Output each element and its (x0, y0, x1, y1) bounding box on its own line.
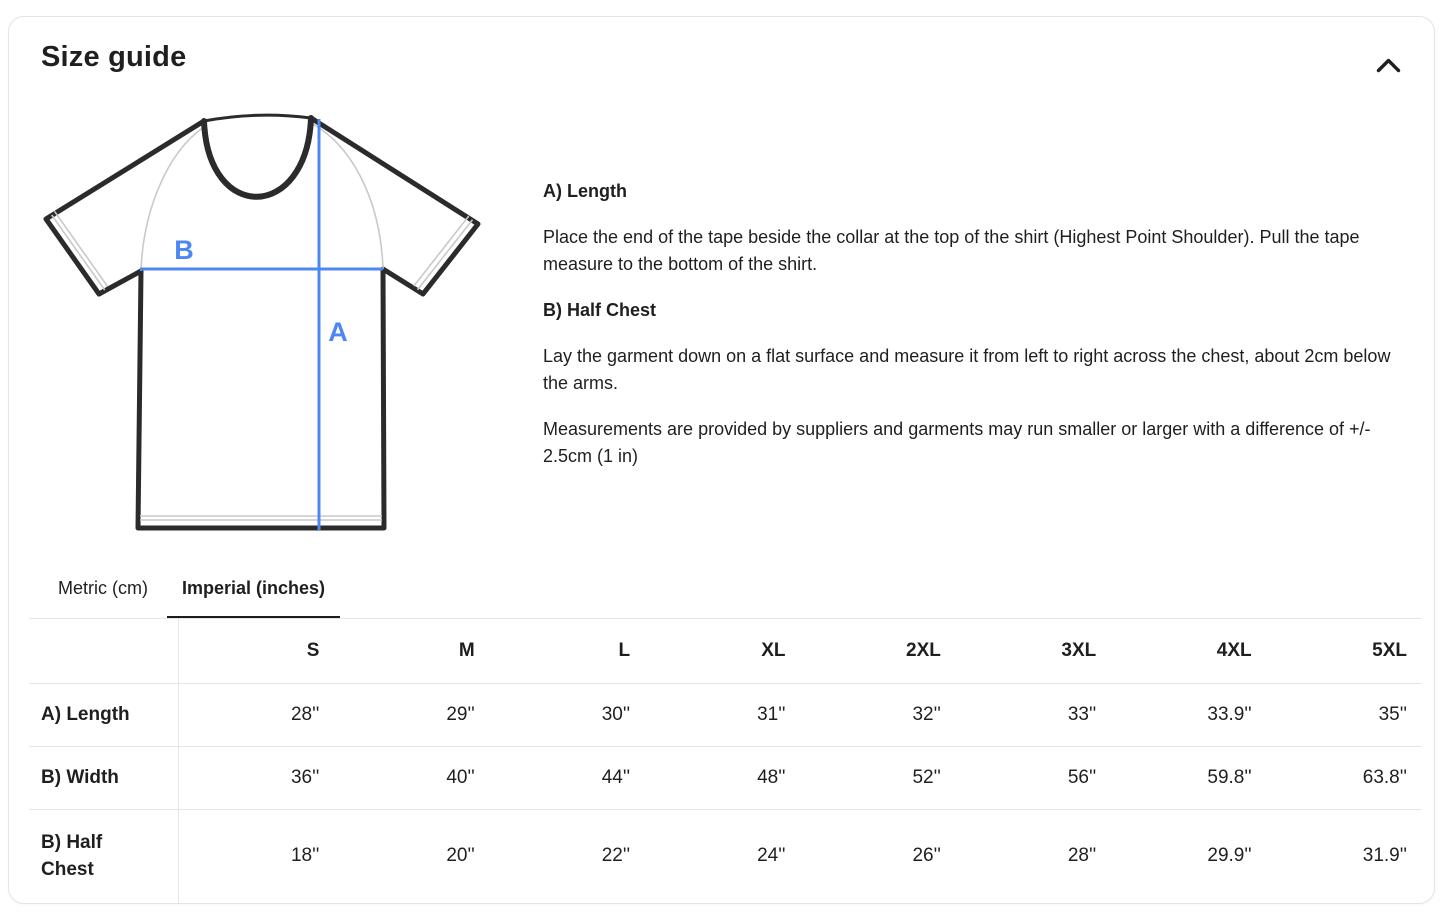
row-label: A) Length (29, 683, 178, 746)
row-label: B) Half Chest (29, 809, 178, 903)
size-value-cell: 32'' (912, 703, 941, 725)
size-value-cell: 36'' (290, 766, 320, 788)
tshirt-diagram (41, 113, 481, 535)
size-table-row (29, 683, 1421, 746)
size-value-cell: 24'' (757, 845, 786, 867)
size-value-cell: 29'' (446, 703, 475, 725)
size-value-cell: 59.8'' (1207, 766, 1252, 788)
measurement-instructions (543, 178, 1403, 470)
size-value-cell: 26'' (912, 845, 941, 867)
length-heading: A) Length (543, 181, 627, 201)
size-table (29, 619, 1421, 903)
tab-metric[interactable]: Metric (cm) (58, 578, 148, 598)
size-value-cell: 28'' (1067, 845, 1097, 867)
size-table-header-row (29, 619, 1421, 683)
size-value-cell: 33.9'' (1207, 703, 1252, 725)
size-guide-title: Size guide (41, 41, 187, 73)
size-table-row (29, 809, 1421, 903)
size-value-cell: 20'' (446, 845, 475, 867)
size-column-header: M (458, 639, 475, 661)
size-value-cell: 52'' (912, 766, 941, 788)
measurement-label-b: B (174, 235, 194, 265)
size-table-body (29, 683, 1421, 903)
size-guide-panel (8, 16, 1435, 904)
collapse-button[interactable] (1366, 43, 1410, 87)
size-value-cell: 22'' (601, 845, 631, 867)
size-value-cell: 44'' (601, 766, 631, 788)
size-table-row (29, 746, 1421, 809)
size-column-header: 2XL (906, 639, 941, 661)
chevron-up-icon (1375, 57, 1402, 74)
size-column-header: S (306, 639, 320, 661)
size-value-cell: 30'' (601, 703, 631, 725)
size-value-cell: 29.9'' (1207, 845, 1252, 867)
supplier-note: Measurements are provided by suppliers and garments may run smaller or larger with a difference of +/- 2.5cm (1 in) (543, 419, 1371, 466)
tab-imperial[interactable]: Imperial (inches) (167, 561, 340, 619)
size-value-cell: 63.8'' (1362, 766, 1407, 788)
size-column-header: L (618, 639, 631, 661)
size-value-cell: 35'' (1378, 703, 1407, 725)
measurement-label-a: A (328, 317, 348, 347)
table-corner-cell (29, 619, 178, 683)
size-value-cell: 31'' (757, 703, 786, 725)
length-description: Place the end of the tape beside the collar at the top of the shirt (Highest Point Shoulder). Pull the tape measure to the bottom of the shirt. (543, 227, 1360, 274)
row-label: B) Width (29, 746, 178, 809)
size-value-cell: 33'' (1067, 703, 1097, 725)
half-chest-description: Lay the garment down on a flat surface and measure it from left to right across the chest, about 2cm below the arms. (543, 346, 1391, 393)
size-column-header: 3XL (1061, 639, 1097, 661)
size-column-header: 4XL (1216, 639, 1252, 661)
half-chest-heading: B) Half Chest (543, 300, 657, 320)
size-column-header: 5XL (1372, 639, 1407, 661)
size-column-header: XL (761, 639, 786, 661)
size-value-cell: 56'' (1067, 766, 1097, 788)
size-value-cell: 31.9'' (1362, 845, 1407, 867)
size-value-cell: 40'' (446, 766, 475, 788)
unit-tabs (43, 561, 340, 619)
size-value-cell: 18'' (290, 845, 320, 867)
size-value-cell: 48'' (757, 766, 786, 788)
size-value-cell: 28'' (290, 703, 320, 725)
